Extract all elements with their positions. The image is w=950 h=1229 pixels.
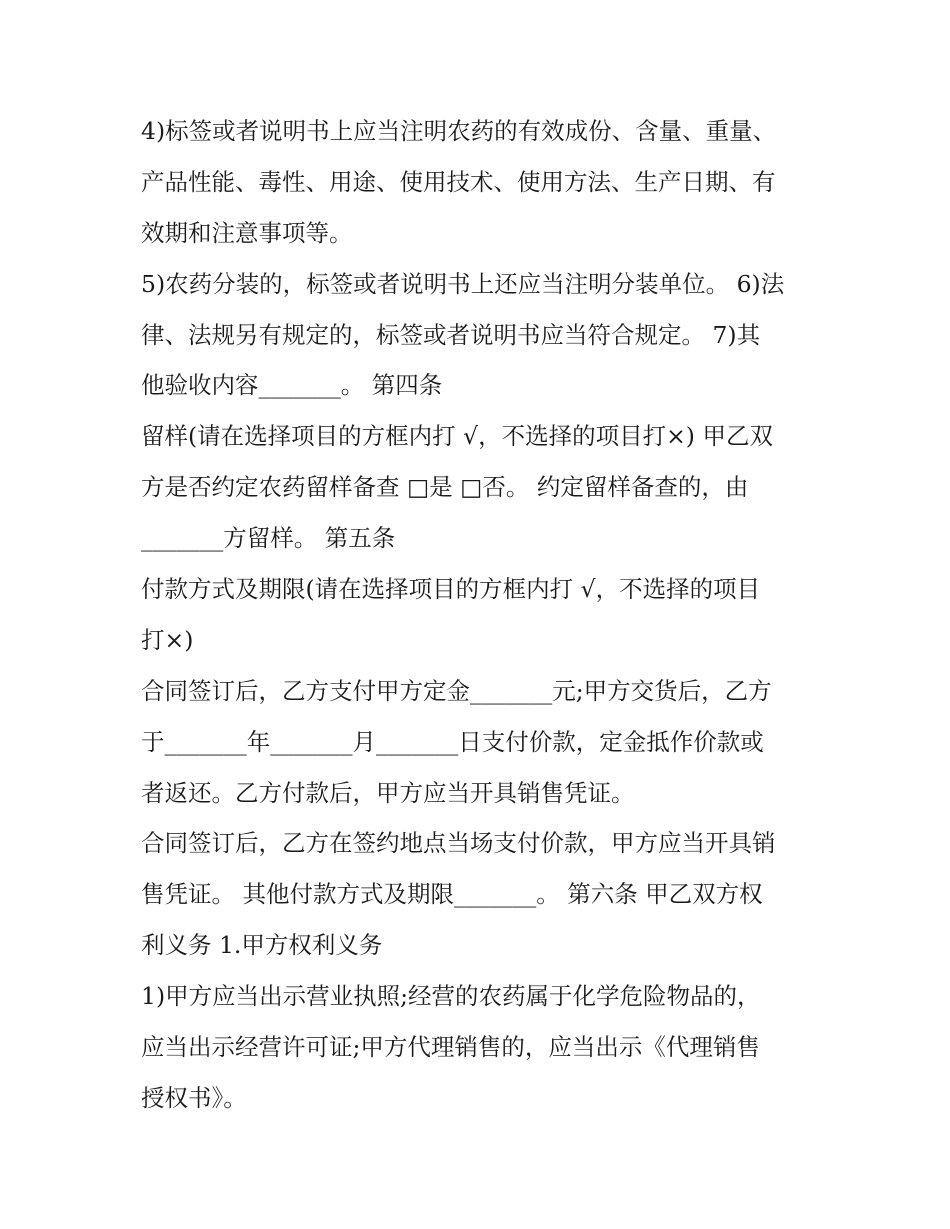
text-line: 他验收内容_______。 第四条 xyxy=(141,371,443,400)
text-line: 付款方式及期限(请在选择项目的方框内打 √，不选择的项目 xyxy=(141,575,761,604)
text-line: 5)农药分装的，标签或者说明书上还应当注明分装单位。 6)法 xyxy=(141,269,785,298)
text-line: 4)标签或者说明书上应当注明农药的有效成份、含量、重量、 xyxy=(141,117,777,145)
text-line: 利义务 1.甲方权利义务 xyxy=(141,931,383,960)
text-line: 应当出示经营许可证;甲方代理销售的，应当出示《代理销售 xyxy=(141,1033,760,1062)
text-line: 效期和注意事项等。 xyxy=(141,218,353,247)
text-line: 留样(请在选择项目的方框内打 √，不选择的项目打×) 甲乙双 xyxy=(141,422,773,451)
document-body xyxy=(141,112,821,1130)
text-line: 合同签订后，乙方支付甲方定金_______元;甲方交货后，乙方 xyxy=(141,676,772,705)
text-line: 打×) xyxy=(141,625,194,654)
text-line: 于_______年_______月_______日支付价款，定金抵作价款或 xyxy=(141,727,764,756)
text-line: 授权书》。 xyxy=(141,1083,247,1112)
text-line: 方是否约定农药留样备查 □是 □否。 约定留样备查的，由 xyxy=(141,473,749,502)
text-line: 售凭证。 其他付款方式及期限_______。 第六条 甲乙双方权 xyxy=(141,880,763,909)
text-line: _______方留样。 第五条 xyxy=(141,524,396,553)
text-line: 律、法规另有规定的，标签或者说明书应当符合规定。 7)其 xyxy=(141,320,761,349)
text-line: 产品性能、毒性、用途、使用技术、使用方法、生产日期、有 xyxy=(141,167,776,196)
text-line: 合同签订后，乙方在签约地点当场支付价款，甲方应当开具销 xyxy=(141,829,776,858)
text-line: 者返还。乙方付款后，甲方应当开具销售凭证。 xyxy=(141,778,635,807)
text-line: 1)甲方应当出示营业执照;经营的农药属于化学危险物品的， xyxy=(141,982,761,1011)
